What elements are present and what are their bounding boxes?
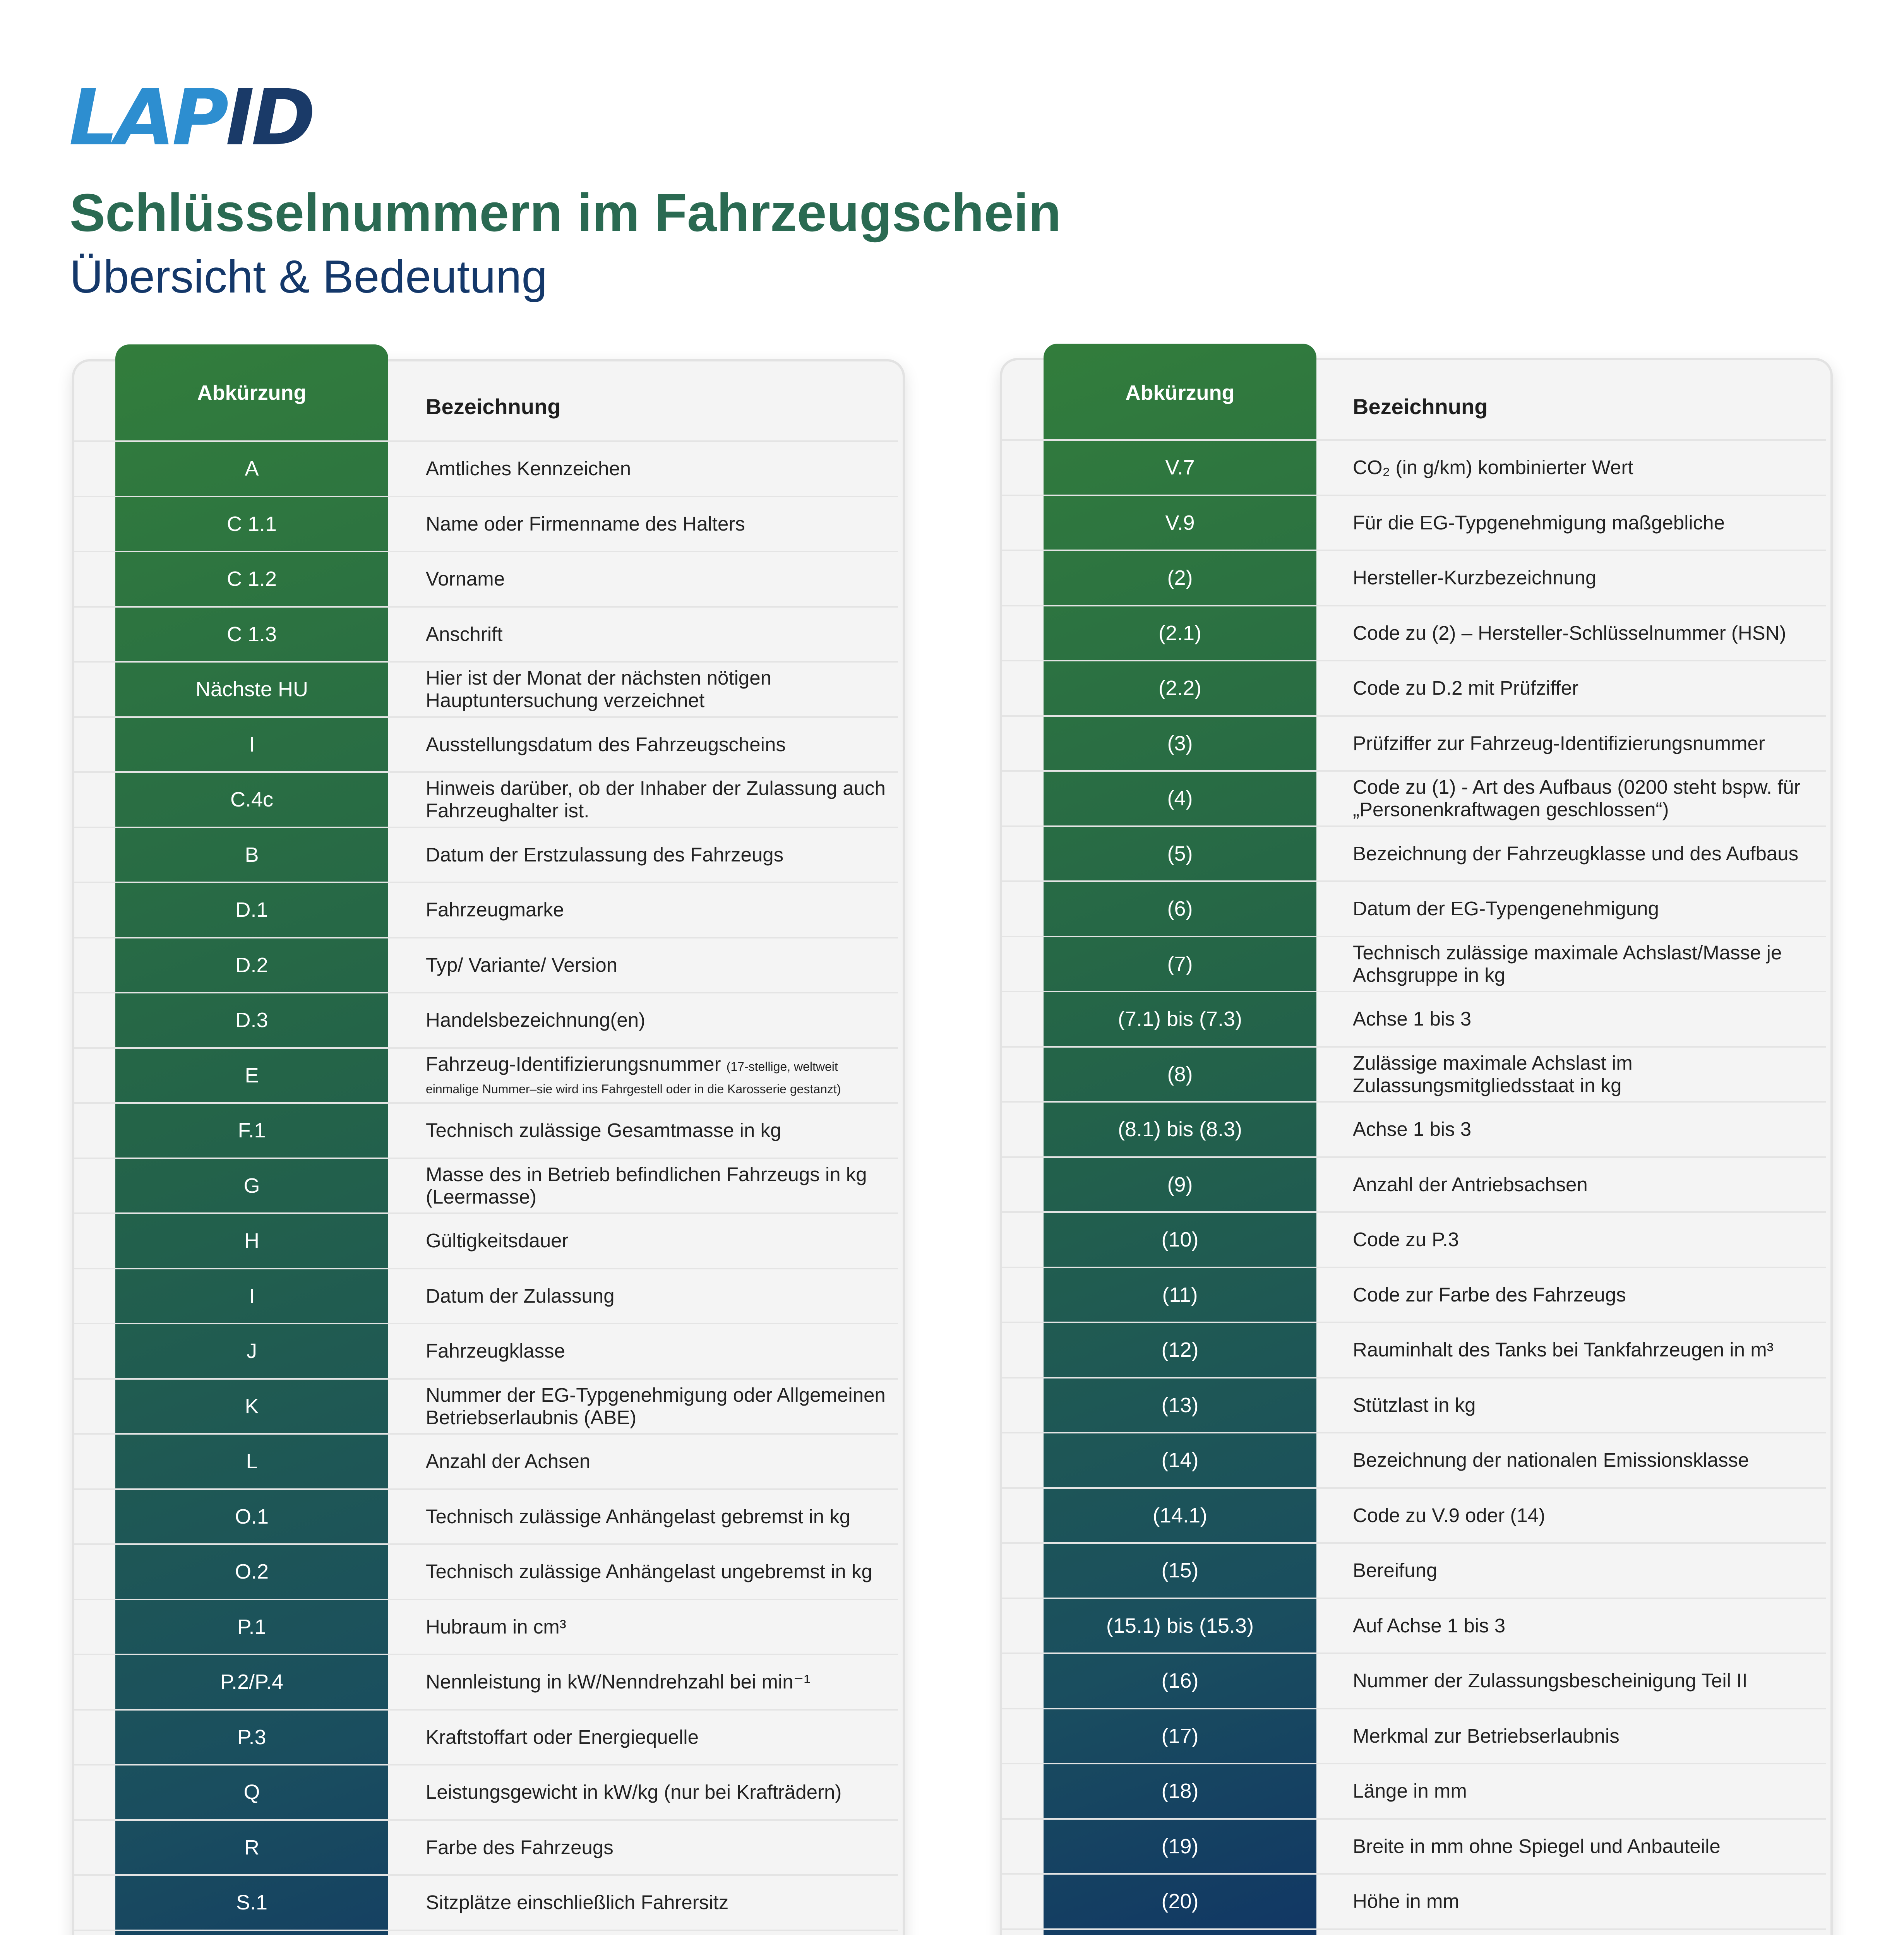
description-text: Kraftstoffart oder Energiequelle [426, 1726, 699, 1748]
description-cell [426, 1820, 890, 1875]
abbreviation-cell: (14) [1161, 1449, 1199, 1472]
abbreviation-cell: (8.1) bis (8.3) [1117, 1118, 1242, 1141]
description-cell [426, 1048, 890, 1103]
description-with-note [426, 1053, 890, 1098]
abbreviation-cell: (17) [1161, 1724, 1199, 1748]
description-text: Anschrift [426, 623, 503, 645]
abbreviation-cell: (7.1) bis (7.3) [1117, 1007, 1242, 1031]
description-text: Code zu V.9 oder (14) [1353, 1504, 1546, 1526]
description-cell [1353, 1102, 1817, 1157]
description-text: Zulässige maximale Achslast im Zulassungsmitgliedsstaat in kg [1353, 1051, 1633, 1096]
abbreviation-cell: C 1.3 [226, 622, 277, 646]
description-cell [1353, 1322, 1817, 1378]
abbreviation-cell: P.3 [237, 1725, 266, 1749]
description-text: Länge in mm [1353, 1780, 1467, 1802]
description-cell [1353, 1157, 1817, 1212]
abbreviation-cell: (2.1) [1158, 621, 1202, 645]
description-text: Hubraum in cm³ [426, 1615, 566, 1638]
description-text: Anzahl der Antriebsachsen [1353, 1173, 1588, 1195]
description-text: Name oder Firmenname des Halters [426, 512, 745, 535]
description-cell [426, 662, 890, 717]
description-text: Für die EG-Typgenehmigung maßgebliche [1353, 511, 1725, 534]
description-text: Nummer der Zulassungsbescheinigung Teil II [1353, 1670, 1748, 1692]
description-text: Masse des in Betrieb befindlichen Fahrzeugs in kg (Leermasse) [426, 1163, 867, 1208]
description-cell [426, 551, 890, 607]
left-header-abbreviation: Abkürzung [197, 381, 307, 404]
description-cell [1353, 826, 1817, 882]
abbreviation-cell: (7) [1167, 952, 1193, 976]
description-cell [1353, 1212, 1817, 1267]
description-text: Merkmal zur Betriebserlaubnis [1353, 1724, 1620, 1747]
description-cell [426, 717, 890, 772]
description-cell [426, 1434, 890, 1489]
description-cell [426, 1379, 890, 1434]
description-text: Technisch zulässige Gesamtmasse in kg [426, 1119, 781, 1142]
description-text: Handelsbezeichnung(en) [426, 1009, 646, 1031]
description-text: Bezeichnung der Fahrzeugklasse und des Aufbaus [1353, 842, 1799, 865]
abbreviation-cell: K [245, 1394, 259, 1418]
abbreviation-cell: O.2 [235, 1560, 269, 1584]
description-cell [426, 1875, 890, 1930]
description-text: Fahrzeug-Identifizierungsnummer [426, 1053, 721, 1075]
abbreviation-cell: P.1 [237, 1615, 266, 1639]
abbreviation-cell [1044, 1929, 1316, 1935]
description-cell [1353, 1433, 1817, 1488]
description-text: Ausstellungsdatum des Fahrzeugscheins [426, 733, 786, 755]
abbreviation-cell: V.7 [1165, 456, 1195, 479]
description-cell [426, 1599, 890, 1655]
description-cell [426, 882, 890, 938]
right-header-description: Bezeichnung [1353, 394, 1488, 419]
description-cell [1353, 1709, 1817, 1764]
description-text: Anzahl der Achsen [426, 1450, 591, 1473]
description-cell [1353, 991, 1817, 1047]
description-cell [1353, 1047, 1817, 1102]
description-cell [426, 1489, 890, 1545]
description-text: Datum der Erstzulassung des Fahrzeugs [426, 843, 784, 866]
abbreviation-cell: D.2 [235, 953, 268, 977]
description-text: Auf Achse 1 bis 3 [1353, 1614, 1506, 1637]
description-text: Bereifung [1353, 1559, 1438, 1582]
lapid-logo [69, 73, 313, 163]
description-text: Hier ist der Monat der nächsten nötigen Hauptuntersuchung verzeichnet [426, 667, 771, 712]
abbreviation-cell: (11) [1162, 1283, 1198, 1307]
description-cell [1353, 771, 1817, 826]
abbreviation-cell: (15) [1161, 1559, 1199, 1582]
description-cell [1353, 716, 1817, 771]
abbreviation-cell: I [248, 1284, 255, 1308]
description-text: Datum der Zulassung [426, 1284, 615, 1307]
description-text: Fahrzeugmarke [426, 899, 564, 921]
description-text: Code zu P.3 [1353, 1228, 1459, 1251]
description-text: Farbe des Fahrzeugs [426, 1836, 614, 1858]
abbreviation-cell: (12) [1161, 1338, 1199, 1362]
description-cell [1353, 1929, 1817, 1935]
description-cell [426, 1103, 890, 1158]
description-cell [1353, 495, 1817, 551]
description-cell [426, 827, 890, 883]
abbreviation-cell: L [246, 1450, 258, 1473]
description-text: Stützlast in kg [1353, 1394, 1476, 1416]
abbreviation-cell: B [245, 843, 259, 866]
description-text: Code zu (2) – Hersteller-Schlüsselnummer (HSN) [1353, 622, 1786, 644]
description-cell [1353, 1598, 1817, 1654]
description-cell [426, 772, 890, 827]
abbreviation-cell: A [245, 457, 259, 481]
description-text: Amtliches Kennzeichen [426, 457, 631, 480]
description-cell [1353, 606, 1817, 661]
description-text: Rauminhalt des Tanks bei Tankfahrzeugen in m³ [1353, 1339, 1774, 1361]
description-cell [1353, 1819, 1817, 1874]
abbreviation-cell: (2.2) [1158, 676, 1202, 700]
description-text: Achse 1 bis 3 [1353, 1118, 1472, 1140]
description-cell [426, 1213, 890, 1269]
abbreviation-cell: (9) [1167, 1173, 1193, 1196]
page-subtitle: Übersicht & Bedeutung [70, 251, 548, 303]
abbreviation-cell: Q [243, 1781, 260, 1804]
abbreviation-cell: (5) [1167, 842, 1193, 865]
description-text: Vorname [426, 568, 505, 590]
logo-lap: LAP [69, 73, 226, 163]
abbreviation-cell: E [245, 1063, 259, 1087]
description-text: Fahrzeugklasse [426, 1340, 566, 1362]
abbreviation-cell: F.1 [238, 1119, 266, 1142]
abbreviation-cell: (10) [1161, 1228, 1199, 1252]
abbreviation-cell: H [244, 1229, 259, 1253]
abbreviation-cell: (18) [1161, 1779, 1199, 1803]
description-cell [1353, 661, 1817, 716]
description-cell [426, 1158, 890, 1214]
description-cell [426, 497, 890, 552]
description-text: Code zu D.2 mit Prüfziffer [1353, 677, 1578, 699]
description-text: Leistungsgewicht in kW/kg (nur bei Krafträdern) [426, 1781, 842, 1803]
right-header-abbreviation: Abkürzung [1125, 381, 1235, 404]
left-header-description: Bezeichnung [426, 394, 561, 419]
abbreviation-cell: C 1.1 [226, 512, 277, 536]
description-cell [1353, 1267, 1817, 1323]
abbreviation-cell [115, 1930, 388, 1935]
description-cell [1353, 881, 1817, 937]
description-text: Nummer der EG-Typgenehmigung oder Allgemeinen Betriebserlaubnis (ABE) [426, 1384, 886, 1428]
description-text: Prüfziffer zur Fahrzeug-Identifizierungsnummer [1353, 732, 1765, 754]
description-cell [426, 1269, 890, 1324]
description-text: Technisch zulässige Anhängelast ungebremst in kg [426, 1560, 872, 1583]
description-text: Sitzplätze einschließlich Fahrersitz [426, 1891, 729, 1914]
description-text: Typ/ Variante/ Version [426, 954, 618, 976]
abbreviation-cell: Nächste HU [195, 678, 308, 701]
abbreviation-cell: R [244, 1836, 259, 1859]
abbreviation-cell: (2) [1167, 566, 1193, 590]
abbreviation-cell: (19) [1161, 1834, 1199, 1858]
description-cell [1353, 1488, 1817, 1543]
description-text: Technisch zulässige maximale Achslast/Masse je Achsgruppe in kg [1353, 941, 1782, 986]
description-cell [1353, 1764, 1817, 1819]
description-cell [426, 1324, 890, 1379]
description-text: Höhe in mm [1353, 1890, 1459, 1913]
abbreviation-cell: (15.1) bis (15.3) [1106, 1614, 1254, 1637]
description-cell [426, 1765, 890, 1820]
description-cell [426, 1930, 890, 1935]
description-cell [1353, 1378, 1817, 1433]
description-text: Technisch zulässige Anhängelast gebremst in kg [426, 1505, 851, 1527]
abbreviation-cell: P.2/P.4 [220, 1670, 284, 1694]
description-cell [426, 938, 890, 993]
description-cell [1353, 550, 1817, 606]
abbreviation-cell: D.3 [235, 1009, 268, 1032]
description-cell [1353, 440, 1817, 495]
description-text: CO₂ (in g/km) kombinierter Wert [1353, 456, 1633, 479]
abbreviation-cell: (20) [1161, 1890, 1199, 1913]
page-title: Schlüsselnummern im Fahrzeugschein [70, 183, 1061, 243]
description-cell [426, 607, 890, 662]
description-text: Hersteller-Kurzbezeichnung [1353, 567, 1597, 589]
description-cell [1353, 937, 1817, 992]
abbreviation-cell: C 1.2 [226, 567, 277, 591]
abbreviation-cell: S.1 [236, 1891, 268, 1914]
description-cell [426, 1544, 890, 1599]
description-cell [1353, 1653, 1817, 1709]
abbreviation-cell: (14.1) [1152, 1503, 1208, 1527]
description-text: Code zur Farbe des Fahrzeugs [1353, 1283, 1626, 1306]
abbreviation-cell: (13) [1161, 1393, 1199, 1417]
description-text: Nennleistung in kW/Nenndrehzahl bei min⁻¹ [426, 1671, 811, 1693]
abbreviation-cell: C.4c [230, 788, 274, 812]
abbreviation-cell: D.1 [235, 898, 268, 922]
description-cell [426, 1710, 890, 1765]
abbreviation-cell: J [247, 1339, 257, 1363]
abbreviation-cell: I [248, 733, 255, 756]
description-cell [1353, 1874, 1817, 1929]
abbreviation-cell: V.9 [1165, 511, 1195, 534]
description-text: Breite in mm ohne Spiegel und Anbauteile [1353, 1835, 1721, 1857]
description-text: Bezeichnung der nationalen Emissionsklasse [1353, 1449, 1749, 1471]
abbreviation-cell: (6) [1167, 897, 1193, 921]
abbreviation-cell: G [243, 1174, 260, 1197]
abbreviation-cell: O.1 [235, 1505, 269, 1528]
description-text: Gültigkeitsdauer [426, 1229, 569, 1252]
abbreviation-cell: (3) [1167, 731, 1193, 755]
description-text: Datum der EG-Typengenehmigung [1353, 897, 1659, 920]
description-text: Hinweis darüber, ob der Inhaber der Zulassung auch Fahrzeughalter ist. [426, 777, 886, 822]
description-note: (17-stellige, weltweit einmalige Nummer–sie wird ins Fahrgestell oder in die Karosserie gestanzt) [426, 1059, 841, 1096]
description-text: Code zu (1) - Art des Aufbaus (0200 steht bspw. für „Personenkraftwagen geschlossen“) [1353, 776, 1801, 821]
description-cell [426, 1654, 890, 1710]
abbreviation-cell: (4) [1167, 787, 1193, 810]
description-cell [426, 441, 890, 497]
logo-id: ID [225, 73, 313, 163]
abbreviation-cell: (8) [1167, 1062, 1193, 1086]
abbreviation-cell: (16) [1161, 1669, 1199, 1693]
description-cell [426, 993, 890, 1048]
description-text: Achse 1 bis 3 [1353, 1008, 1472, 1030]
description-cell [1353, 1543, 1817, 1598]
